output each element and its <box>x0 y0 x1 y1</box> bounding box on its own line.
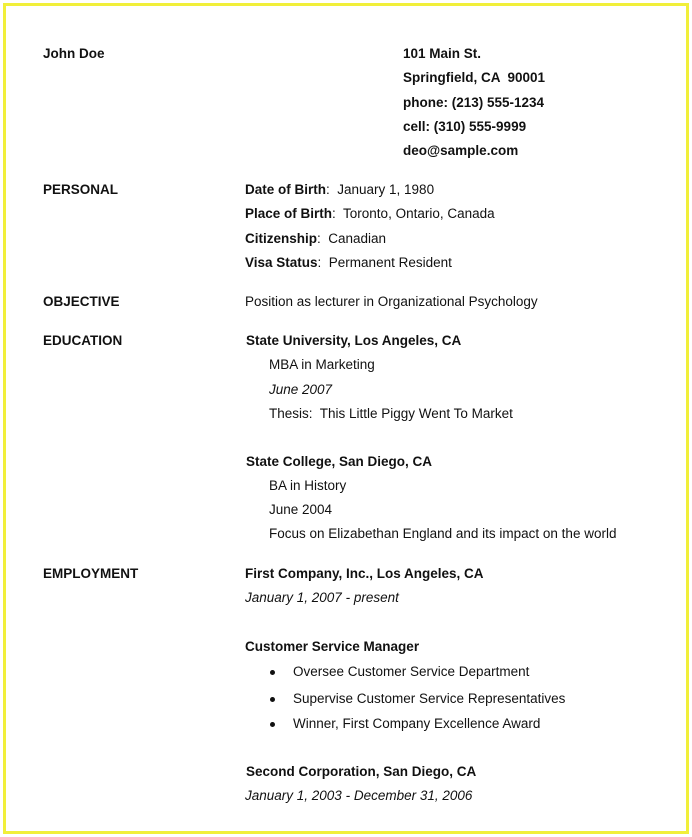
email-address: deo@sample.com <box>403 143 519 158</box>
visa-label: Visa Status <box>245 255 318 270</box>
visa-row <box>245 255 452 270</box>
school-2-note: Focus on Elizabethan England and its impact on the world <box>269 526 617 541</box>
personal-heading: PERSONAL <box>43 182 119 197</box>
school-2-degree: BA in History <box>269 478 347 493</box>
objective-text: Position as lecturer in Organizational Psychology <box>245 294 538 309</box>
education-heading: EDUCATION <box>43 333 123 348</box>
dob-value: : January 1, 1980 <box>326 182 435 197</box>
pob-row <box>245 206 495 221</box>
employment-heading: EMPLOYMENT <box>43 566 139 581</box>
job-1-company: First Company, Inc., Los Angeles, CA <box>245 566 484 581</box>
school-1-date: June 2007 <box>269 382 333 397</box>
school-1-degree: MBA in Marketing <box>269 357 375 372</box>
objective-heading: OBJECTIVE <box>43 294 120 309</box>
job-2-company: Second Corporation, San Diego, CA <box>246 764 477 779</box>
school-2-name: State College, San Diego, CA <box>246 454 433 469</box>
job-1-dates: January 1, 2007 - present <box>245 590 399 605</box>
school-1-name: State University, Los Angeles, CA <box>246 333 462 348</box>
citizenship-label: Citizenship <box>245 231 318 246</box>
citizenship-row <box>245 231 386 246</box>
bullet-icon <box>270 722 275 727</box>
bullet-icon <box>270 670 275 675</box>
pob-label: Place of Birth <box>245 206 333 221</box>
resume-name: John Doe <box>43 46 105 61</box>
duty-3: Winner, First Company Excellence Award <box>293 716 541 731</box>
visa-value: : Permanent Resident <box>317 255 452 270</box>
phone-number: phone: (213) 555-1234 <box>403 95 545 110</box>
duty-1: Oversee Customer Service Department <box>293 664 530 679</box>
dob-row <box>245 182 434 197</box>
job-1-title: Customer Service Manager <box>245 639 420 654</box>
pob-value: : Toronto, Ontario, Canada <box>332 206 495 221</box>
bullet-icon <box>270 697 275 702</box>
job-2-dates: January 1, 2003 - December 31, 2006 <box>245 788 473 803</box>
cell-number: cell: (310) 555-9999 <box>403 119 527 134</box>
duty-2: Supervise Customer Service Representatives <box>293 691 566 706</box>
address-line-2: Springfield, CA 90001 <box>403 70 546 85</box>
school-2-date: June 2004 <box>269 502 333 517</box>
school-1-note: Thesis: This Little Piggy Went To Market <box>269 406 513 421</box>
dob-label: Date of Birth <box>245 182 326 197</box>
citizenship-value: : Canadian <box>317 231 387 246</box>
address-line-1: 101 Main St. <box>403 46 482 61</box>
